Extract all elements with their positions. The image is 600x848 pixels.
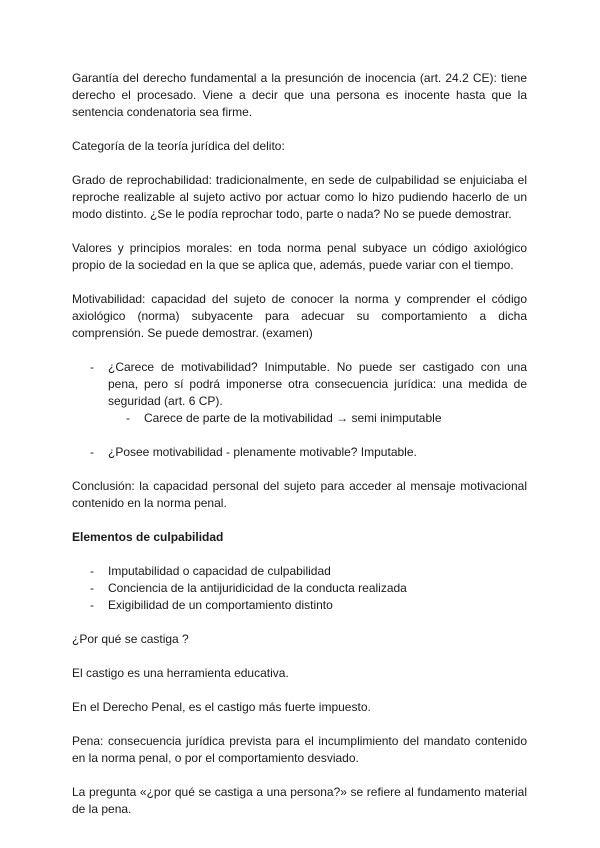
paragraph-conclusion: Conclusión: la capacidad personal del sujeto para acceder al mensaje motivacional contenido en la norma penal. xyxy=(72,479,527,510)
list-item-text: ¿Carece de motivabilidad? Inimputable. No puede ser castigado con una pena, pero sí podrá imponerse otra consecuencia jurídica: una medida de seguridad (art. 6 CP). xyxy=(108,360,527,408)
paragraph-castigo-educativo: El castigo es una herramienta educativa. xyxy=(72,666,289,680)
list-item-text: Exigibilidad de un comportamiento distinto xyxy=(108,598,333,612)
dash-bullet: - xyxy=(90,598,94,612)
motivabilidad-list xyxy=(72,359,527,461)
section-heading-elementos: Elementos de culpabilidad xyxy=(72,530,224,544)
dash-bullet: - xyxy=(126,411,130,425)
list-item-carece-motivabilidad xyxy=(72,359,527,410)
dash-bullet: - xyxy=(90,581,94,595)
list-item-imputabilidad xyxy=(72,563,527,580)
dash-bullet: - xyxy=(90,445,94,459)
paragraph-motivabilidad: Motivabilidad: capacidad del sujeto de conocer la norma y comprender el código axiológico (norma) subyacente para adecuar su comportamiento a dicha comprensión. Se puede demostrar. (examen) xyxy=(72,292,527,340)
paragraph-por-que-castiga: ¿Por qué se castiga ? xyxy=(72,632,189,646)
paragraph-derecho-penal: En el Derecho Penal, es el castigo más fuerte impuesto. xyxy=(72,700,371,714)
dash-bullet: - xyxy=(90,360,94,374)
list-item-text: Imputabilidad o capacidad de culpabilidad xyxy=(108,564,331,578)
spacer xyxy=(72,461,527,478)
list-item-text: Conciencia de la antijuridicidad de la conducta realizada xyxy=(108,581,407,595)
document-page xyxy=(72,70,527,835)
list-item-posee-motivabilidad xyxy=(72,444,527,461)
paragraph-categoria: Categoría de la teoría jurídica del delito: xyxy=(72,139,285,153)
paragraph-fundamento-material: La pregunta «¿por qué se castiga a una persona?» se refiere al fundamento material de la pena. xyxy=(72,785,527,816)
list-spacer xyxy=(72,427,527,444)
paragraph-valores-principios: Valores y principios morales: en toda norma penal subyace un código axiológico propio de la sociedad en la que se aplica que, además, puede variar con el tiempo. xyxy=(72,241,527,272)
paragraph-pena-definicion: Pena: consecuencia jurídica prevista para el incumplimiento del mandato contenido en la norma penal, o por el comportamiento desviado. xyxy=(72,734,527,765)
elementos-list xyxy=(72,563,527,614)
list-item-text: ¿Posee motivabilidad - plenamente motivable? Imputable. xyxy=(108,445,417,459)
list-item-exigibilidad xyxy=(72,597,527,614)
dash-bullet: - xyxy=(90,564,94,578)
paragraph-presuncion-inocencia: Garantía del derecho fundamental a la presunción de inocencia (art. 24.2 CE): tiene derecho el procesado. Viene a decir que una persona es inocente hasta que la sentencia condenatoria sea firme. xyxy=(72,71,527,119)
list-item-conciencia xyxy=(72,580,527,597)
list-item-text: Carece de parte de la motivabilidad → semi inimputable xyxy=(144,411,442,425)
list-item-semi-inimputable xyxy=(72,410,527,427)
paragraph-grado-reprochabilidad: Grado de reprochabilidad: tradicionalmente, en sede de culpabilidad se enjuiciaba el reproche realizable al sujeto activo por actuar como lo hizo pudiendo hacerlo de un modo distinto. ¿Se le podía reprochar todo, parte o nada? No se puede demostrar. xyxy=(72,173,527,221)
